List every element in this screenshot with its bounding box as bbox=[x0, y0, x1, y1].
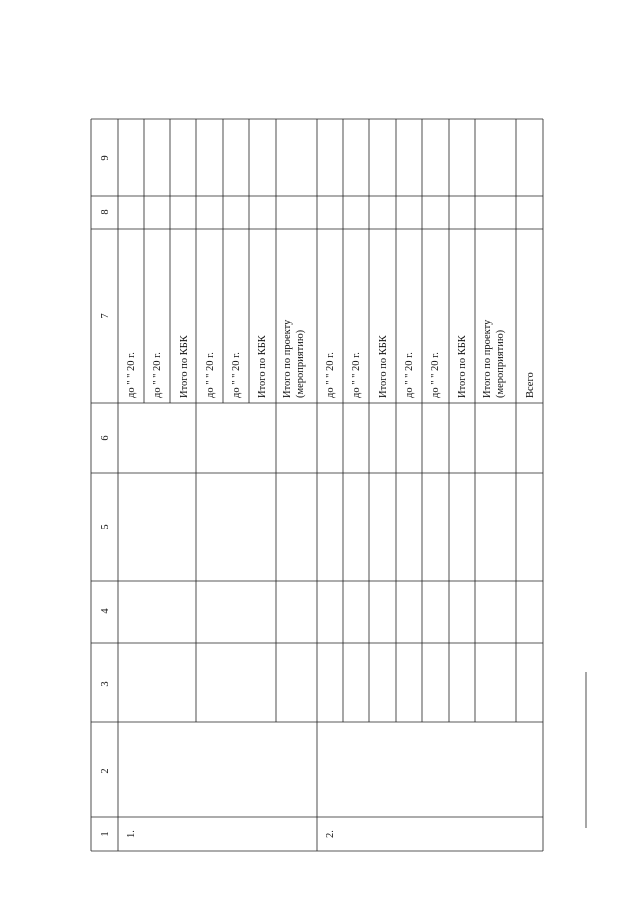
row-label: до " " 20 г. bbox=[325, 352, 336, 398]
row-label: Итого по проекту bbox=[282, 319, 293, 398]
row-label: до " " 20 г. bbox=[205, 352, 216, 398]
column-number-9: 9 bbox=[100, 155, 111, 161]
row-label: Итого по КБК bbox=[378, 335, 389, 398]
column-number-8: 8 bbox=[100, 209, 111, 215]
column-number-5: 5 bbox=[100, 524, 111, 530]
column-number-4: 4 bbox=[100, 608, 111, 614]
row-label: Итого по КБК bbox=[179, 335, 190, 398]
row-label: до " " 20 г. bbox=[126, 352, 137, 398]
table-grid-lines bbox=[91, 119, 543, 851]
row-label: до " " 20 г. bbox=[351, 352, 362, 398]
row-label: до " " 20 г. bbox=[231, 352, 242, 398]
column-number-2: 2 bbox=[100, 768, 111, 774]
row-label: Итого по КБК bbox=[457, 335, 468, 398]
column-number-6: 6 bbox=[100, 435, 111, 441]
project-1-number: 1. bbox=[126, 830, 137, 838]
column-number-row bbox=[100, 155, 111, 836]
total-label: Всего bbox=[525, 372, 536, 398]
row-label-line-2: (мероприятию) bbox=[295, 329, 306, 398]
row-label: Итого по проекту bbox=[482, 319, 493, 398]
row-label: до " " 20 г. bbox=[152, 352, 163, 398]
row-label: Итого по КБК bbox=[257, 335, 268, 398]
column-number-7: 7 bbox=[100, 313, 111, 319]
column-number-3: 3 bbox=[100, 681, 111, 687]
row-label: до " " 20 г. bbox=[430, 352, 441, 398]
project-2-number: 2. bbox=[325, 830, 336, 838]
project-2-rows bbox=[325, 319, 506, 398]
column-number-1: 1 bbox=[100, 831, 111, 837]
project-1-rows bbox=[126, 319, 306, 398]
row-label: до " " 20 г. bbox=[404, 352, 415, 398]
row-label-line-2: (мероприятию) bbox=[495, 329, 506, 398]
